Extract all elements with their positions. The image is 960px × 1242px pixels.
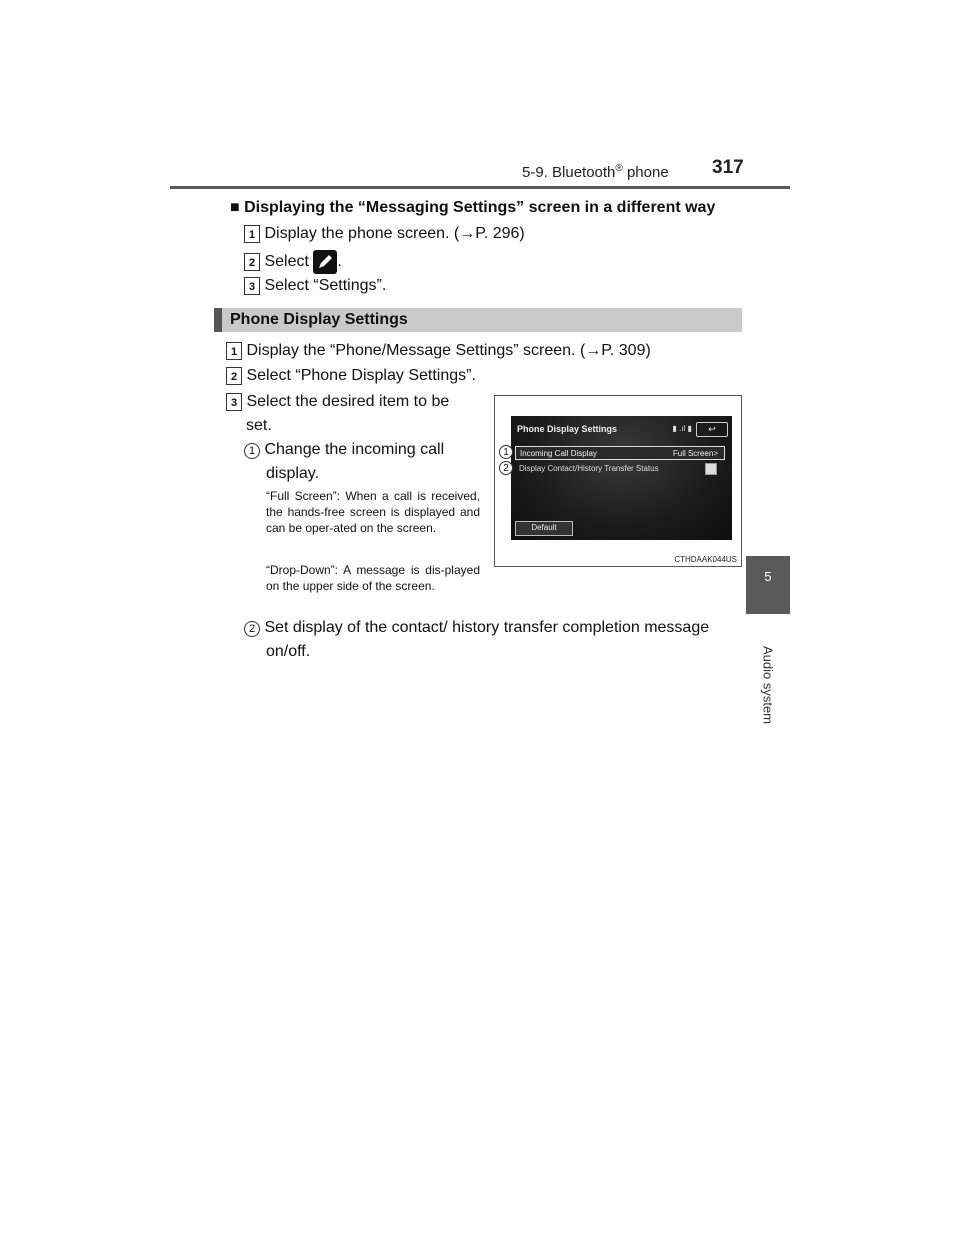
step-text: Display the phone screen. (→P. 296) bbox=[264, 225, 525, 242]
transfer-status-row[interactable] bbox=[515, 462, 725, 476]
circled-number: 1 bbox=[244, 443, 260, 459]
section-title: Phone Display Settings bbox=[230, 311, 408, 328]
item-text-continued: display. bbox=[266, 465, 320, 482]
figure-caption: CTHDAAK044US bbox=[674, 555, 737, 564]
step-number-box: 1 bbox=[226, 342, 242, 360]
step-number-box: 2 bbox=[244, 253, 260, 271]
item-2 bbox=[244, 618, 742, 662]
page-number: 317 bbox=[712, 157, 744, 178]
phone-step-3 bbox=[226, 392, 478, 436]
step-number-box: 3 bbox=[226, 393, 242, 411]
item-text-continued: on/off. bbox=[266, 643, 311, 660]
row-label: Incoming Call Display bbox=[520, 449, 597, 458]
step-text: Display the “Phone/Message Settings” screen. (→P. 309) bbox=[246, 342, 651, 359]
step-number-box: 3 bbox=[244, 277, 260, 295]
header-section-title bbox=[522, 163, 669, 181]
callout-1: 1 bbox=[499, 445, 513, 459]
section-title-bar bbox=[214, 308, 742, 332]
chapter-tab: 5 bbox=[746, 556, 790, 614]
row-label: Display Contact/History Transfer Status bbox=[519, 464, 659, 473]
messaging-step-3 bbox=[244, 276, 386, 296]
item-1 bbox=[244, 440, 480, 484]
messaging-heading-text: Displaying the “Messaging Settings” screen in a different way bbox=[244, 199, 716, 216]
default-button[interactable]: Default bbox=[515, 521, 573, 536]
note-full-screen: “Full Screen”: When a call is received, the hands-free screen is displayed and can be oper-ated on the screen. bbox=[266, 489, 480, 535]
display-screen bbox=[511, 416, 732, 540]
square-bullet-icon: ■ bbox=[230, 199, 240, 216]
phone-step-1 bbox=[226, 341, 651, 361]
signal-status-icon: ▮ .ıl ▮ bbox=[672, 424, 692, 433]
chapter-label: Audio system bbox=[760, 645, 776, 725]
back-button[interactable]: ↩ bbox=[696, 422, 728, 437]
step-text: Select “Phone Display Settings”. bbox=[246, 367, 476, 384]
screenshot-figure bbox=[494, 395, 742, 567]
callout-2: 2 bbox=[499, 461, 513, 475]
phone-step-2 bbox=[226, 366, 476, 386]
item-text: Change the incoming call bbox=[264, 441, 445, 458]
step-text: Select “Settings”. bbox=[264, 277, 387, 294]
incoming-call-display-row[interactable] bbox=[515, 446, 725, 460]
header-divider bbox=[170, 186, 790, 189]
step-text: Select bbox=[264, 253, 309, 271]
note-drop-down: “Drop-Down”: A message is dis-played on the upper side of the screen. bbox=[266, 563, 480, 593]
item-text: Set display of the contact/ history transfer completion message bbox=[264, 619, 710, 636]
row-value: Full Screen> bbox=[672, 449, 718, 458]
screen-title: Phone Display Settings bbox=[517, 424, 618, 434]
step-number-box: 1 bbox=[244, 225, 260, 243]
step-text-period: . bbox=[337, 253, 342, 271]
step-number-box: 2 bbox=[226, 367, 242, 385]
checkbox[interactable] bbox=[705, 463, 717, 475]
registered-mark: ® bbox=[615, 163, 623, 174]
header-section-text: 5-9. Bluetooth bbox=[522, 164, 616, 181]
step-text-continued: set. bbox=[246, 417, 272, 434]
messaging-step-1 bbox=[244, 224, 525, 244]
pencil-icon bbox=[313, 250, 337, 274]
messaging-heading bbox=[230, 198, 715, 218]
header-section-suffix: phone bbox=[622, 164, 669, 181]
messaging-step-2 bbox=[244, 250, 342, 274]
step-text: Select the desired item to be bbox=[246, 393, 450, 410]
circled-number: 2 bbox=[244, 621, 260, 637]
